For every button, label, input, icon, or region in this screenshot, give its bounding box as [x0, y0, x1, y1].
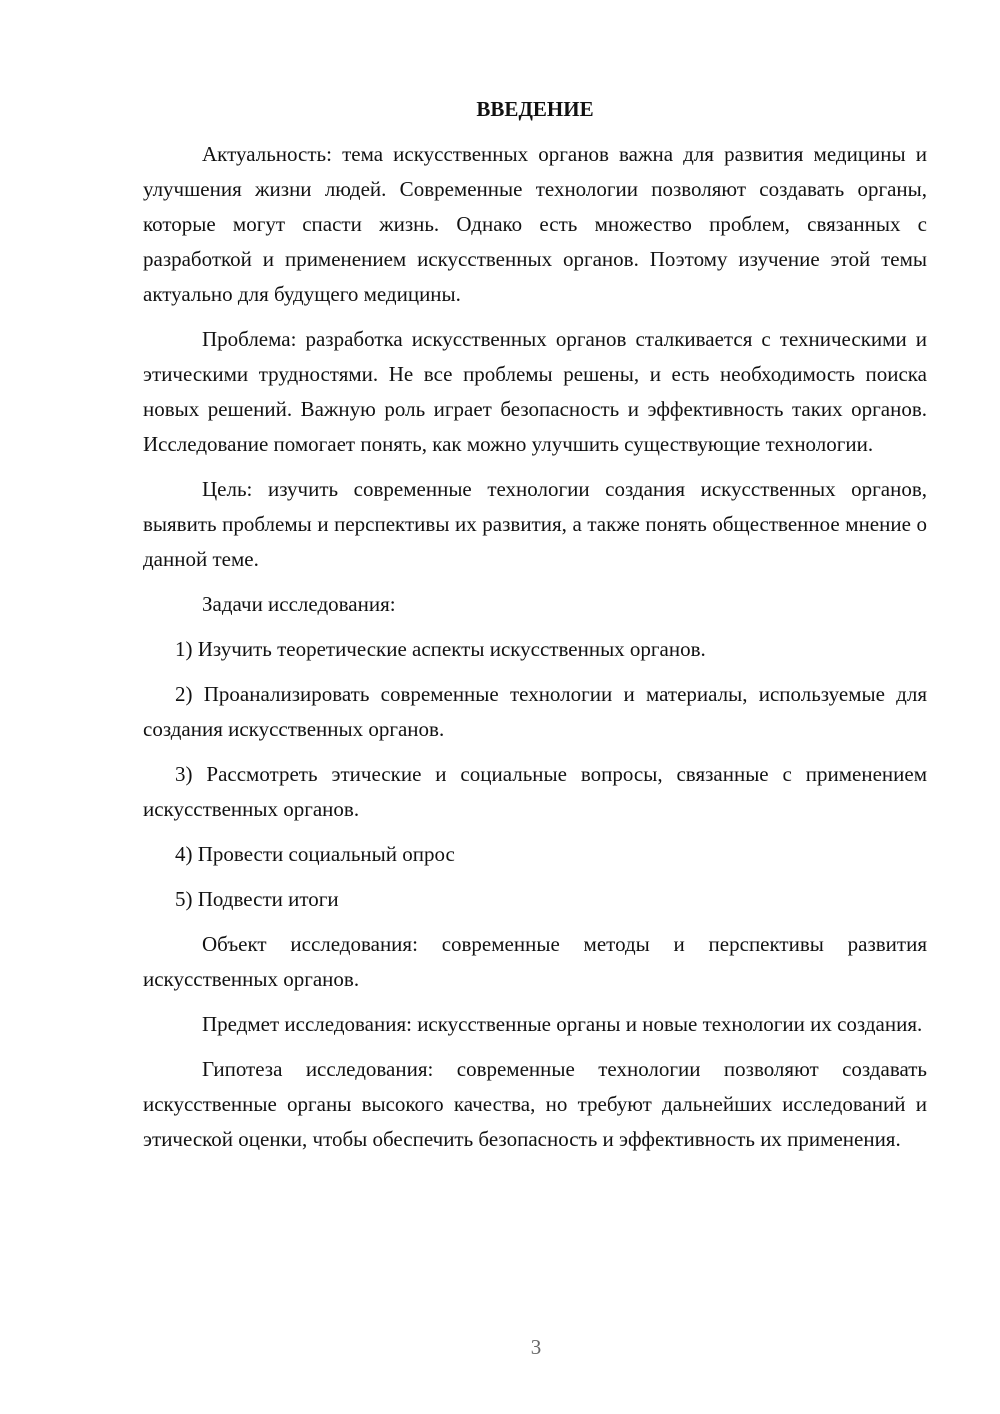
page-number: 3: [530, 1335, 542, 1359]
task-item-1: 1) Изучить теоретические аспекты искусственных органов.: [175, 637, 706, 661]
paragraph-goal: Цель: изучить современные технологии создания искусственных органов, выявить проблемы и перспективы их развития, а также понять общественное мнение о данной теме.: [143, 477, 927, 571]
paragraph-object: Объект исследования: современные методы и перспективы развития искусственных органов.: [143, 932, 927, 991]
task-item-3: 3) Рассмотреть этические и социальные вопросы, связанные с применением искусственных органов.: [143, 762, 927, 821]
section-heading: ВВЕДЕНИЕ: [476, 97, 594, 121]
paragraph-subject: Предмет исследования: искусственные органы и новые технологии их создания.: [202, 1012, 923, 1036]
task-item-5: 5) Подвести итоги: [175, 887, 339, 911]
paragraph-relevance: Актуальность: тема искусственных органов важна для развития медицины и улучшения жизни людей. Современные технологии позволяют создавать органы, которые могут спасти жизнь. Однако есть множество проблем, связанных с разработкой и применением искусственных органов. Поэтому изучение этой темы актуально для будущего медицины.: [143, 142, 927, 306]
task-item-4: 4) Провести социальный опрос: [175, 842, 455, 866]
paragraph-hypothesis: Гипотеза исследования: современные технологии позволяют создавать искусственные органы высокого качества, но требуют дальнейших исследований и этической оценки, чтобы обеспечить безопасность и эффективность их применения.: [143, 1057, 927, 1151]
paragraph-problem: Проблема: разработка искусственных органов сталкивается с техническими и этическими трудностями. Не все проблемы решены, и есть необходимость поиска новых решений. Важную роль играет безопасность и эффективность таких органов. Исследование помогает понять, как можно улучшить существующие технологии.: [143, 327, 927, 456]
paragraph-tasks-intro: Задачи исследования:: [202, 592, 396, 616]
page-content: [143, 92, 927, 1167]
task-item-2: 2) Проанализировать современные технологии и материалы, используемые для создания искусственных органов.: [143, 682, 927, 741]
